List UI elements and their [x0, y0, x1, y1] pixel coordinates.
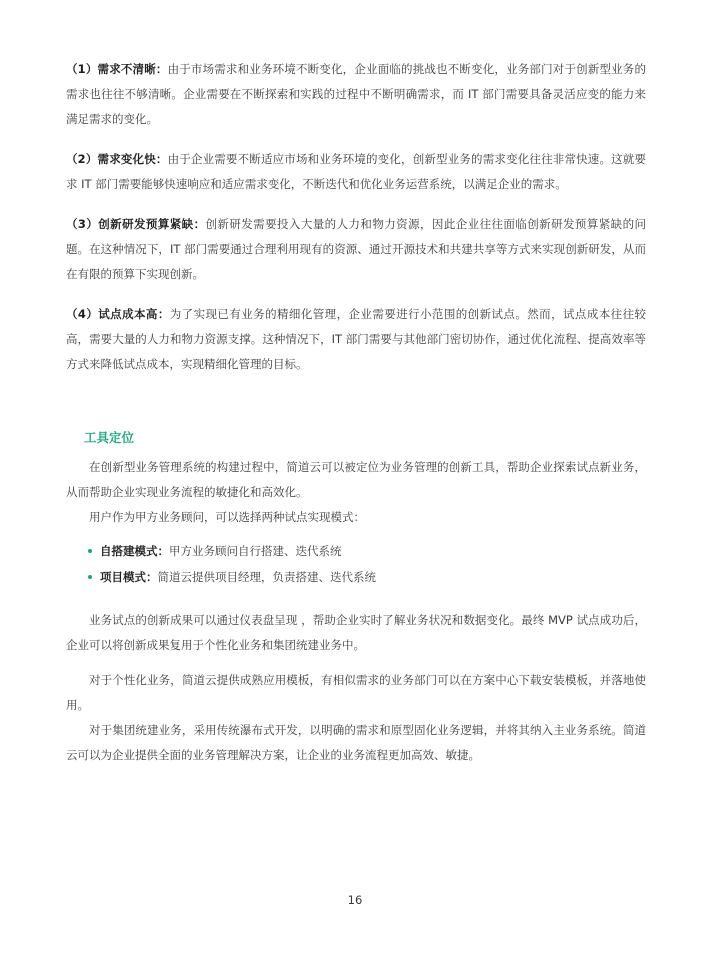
- page-number: 16: [347, 893, 363, 907]
- modes-lead: 用户作为甲方业务顾问，可以选择两种试点实现模式：: [89, 510, 365, 524]
- bullet-item-project: [88, 564, 646, 590]
- paragraph-text: 为了实现已有业务的精细化管理，企业需要进行小范围的创新试点。然而，试点成本往往较高，需要大量的人力和物力资源支撑。这种情况下，IT 部门需要与其他部门密切协作，通过优化流程、提高效率等方式来降低试点成本，实现精细化管理的目标。: [66, 307, 646, 371]
- paragraph-label: （2）需求变化快：: [66, 152, 168, 166]
- numbered-paragraph-4: [66, 302, 646, 377]
- mode-bullet-list: [66, 538, 646, 590]
- personalized-business-paragraph: 对于个性化业务，简道云提供成熟应用模板，有相似需求的业务部门可以在方案中心下载安装模板，并落地使用。: [66, 673, 646, 712]
- tool-positioning-intro: 在创新型业务管理系统的构建过程中，简道云可以被定位为业务管理的创新工具，帮助企业探索试点新业务，从而帮助企业实现业务流程的敏捷化和高效化。: [66, 460, 646, 499]
- bullet-text: 简道云提供项目经理，负责搭建、迭代系统: [157, 570, 376, 584]
- dashboard-paragraph: 业务试点的创新成果可以通过仪表盘呈现 ，帮助企业实时了解业务状况和数据变化。最终 MVP 试点成功后，企业可以将创新成果复用于个性化业务和集团统建业务中。: [66, 613, 646, 652]
- paragraph-text: 由于企业需要不断适应市场和业务环境的变化，创新型业务的需求变化往往非常快速。这就要求 IT 部门需要能够快速响应和适应需求变化，不断迭代和优化业务运营系统，以满足企业的需求。: [66, 152, 646, 191]
- numbered-paragraph-3: [66, 212, 646, 287]
- bullet-text: 甲方业务顾问自行搭建、迭代系统: [169, 544, 342, 558]
- bullet-label: 项目模式：: [100, 570, 158, 584]
- bullet-item-self-build: [88, 538, 646, 564]
- bullet-dot-icon: [88, 575, 92, 579]
- paragraph-label: （1）需求不清晰：: [66, 62, 168, 76]
- paragraph-text: 创新研发需要投入大量的人力和物力资源，因此企业往往面临创新研发预算紧缺的问题。在这种情况下，IT 部门需要通过合理利用现有的资源、通过开源技术和共建共享等方式来实现创新研发，从而在有限的预算下实现创新。: [66, 217, 646, 281]
- numbered-paragraph-1: [66, 57, 646, 132]
- paragraph-text: 由于市场需求和业务环境不断变化，企业面临的挑战也不断变化，业务部门对于创新型业务的需求也往往不够清晰。企业需要在不断探索和实践的过程中不断明确需求，而 IT 部门需要具备灵活应变的能力来满足需求的变化。: [66, 62, 646, 126]
- group-build-paragraph: 对于集团统建业务，采用传统瀑布式开发，以明确的需求和原型固化业务逻辑，并将其纳入主业务系统。简道云可以为企业提供全面的业务管理解决方案，让企业的业务流程更加高效、敏捷。: [66, 723, 646, 762]
- page-footer: [0, 889, 710, 908]
- paragraph-label: （4）试点成本高：: [66, 307, 170, 321]
- numbered-paragraph-2: [66, 147, 646, 197]
- section-heading-tool-positioning: 工具定位: [84, 430, 135, 445]
- bullet-label: 自搭建模式：: [100, 544, 169, 558]
- bullet-dot-icon: [88, 549, 92, 553]
- paragraph-label: （3）创新研发预算紧缺：: [66, 217, 206, 231]
